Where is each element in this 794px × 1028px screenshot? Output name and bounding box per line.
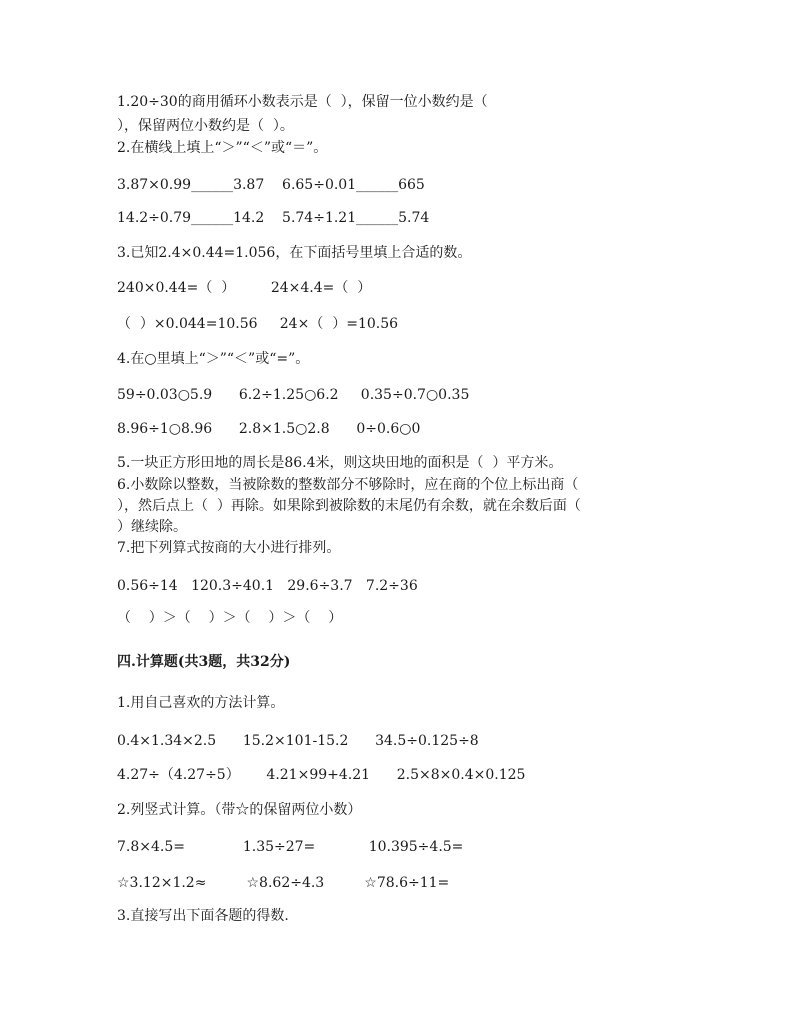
q4-row-1: 59÷0.03○5.9 6.2÷1.25○6.2 0.35÷0.7○0.35: [117, 387, 470, 403]
q4-prompt: 4.在○里填上“＞”“＜”或“=”。: [117, 351, 310, 367]
calc2-row-2: ☆3.12×1.2≈ ☆8.62÷4.3 ☆78.6÷11=: [117, 875, 450, 891]
calc2-row-1: 7.8×4.5= 1.35÷27= 10.395÷4.5=: [117, 839, 464, 855]
q3-row-1: 240×0.44=（ ） 24×4.4=（ ）: [117, 280, 372, 296]
calc1-prompt: 1.用自己喜欢的方法计算。: [117, 695, 285, 711]
q2-row-2: 14.2÷0.79______14.2 5.74÷1.21______5.74: [117, 210, 430, 226]
q2-prompt: 2.在横线上填上“＞”“＜”或“＝”。: [117, 140, 328, 156]
q6-line-2: ），然后点上（ ）再除。如果除到被除数的末尾仍有余数，就在余数后面（: [117, 498, 581, 514]
q2-row-1: 3.87×0.99______3.87 6.65÷0.01______665: [117, 177, 425, 193]
calc1-row-2: 4.27÷（4.27÷5） 4.21×99+4.21 2.5×8×0.4×0.125: [117, 767, 526, 783]
calc1-row-1: 0.4×1.34×2.5 15.2×101-15.2 34.5÷0.125÷8: [117, 733, 479, 749]
q7-prompt: 7.把下列算式按商的大小进行排列。: [117, 540, 341, 556]
q3-row-2: （ ）×0.044=10.56 24×（ ）=10.56: [117, 316, 399, 332]
q1-line-1: 1.20÷30的商用循环小数表示是（ ），保留一位小数约是（: [117, 94, 488, 110]
q5-text: 5.一块正方形田地的周长是86.4米，则这块田地的面积是（ ）平方米。: [117, 455, 563, 471]
section-heading: 四.计算题(共3题，共32分): [117, 654, 291, 670]
q7-order-blanks: （ ）＞（ ）＞（ ）＞（ ）: [117, 610, 343, 626]
q6-line-1: 6.小数除以整数，当被除数的整数部分不够除时，应在商的个位上标出商（: [117, 477, 579, 493]
q3-prompt: 3.已知2.4×0.44=1.056，在下面括号里填上合适的数。: [117, 245, 472, 261]
q7-expressions: 0.56÷14 120.3÷40.1 29.6÷3.7 7.2÷36: [117, 578, 418, 594]
q6-line-3: ）继续除。: [117, 519, 187, 535]
calc3-prompt: 3.直接写出下面各题的得数.: [117, 908, 289, 924]
q1-line-2: ），保留两位小数约是（ ）。: [117, 118, 294, 134]
calc2-prompt: 2.列竖式计算。（带☆的保留两位小数）: [117, 802, 362, 818]
q4-row-2: 8.96÷1○8.96 2.8×1.5○2.8 0÷0.6○0: [117, 421, 421, 437]
